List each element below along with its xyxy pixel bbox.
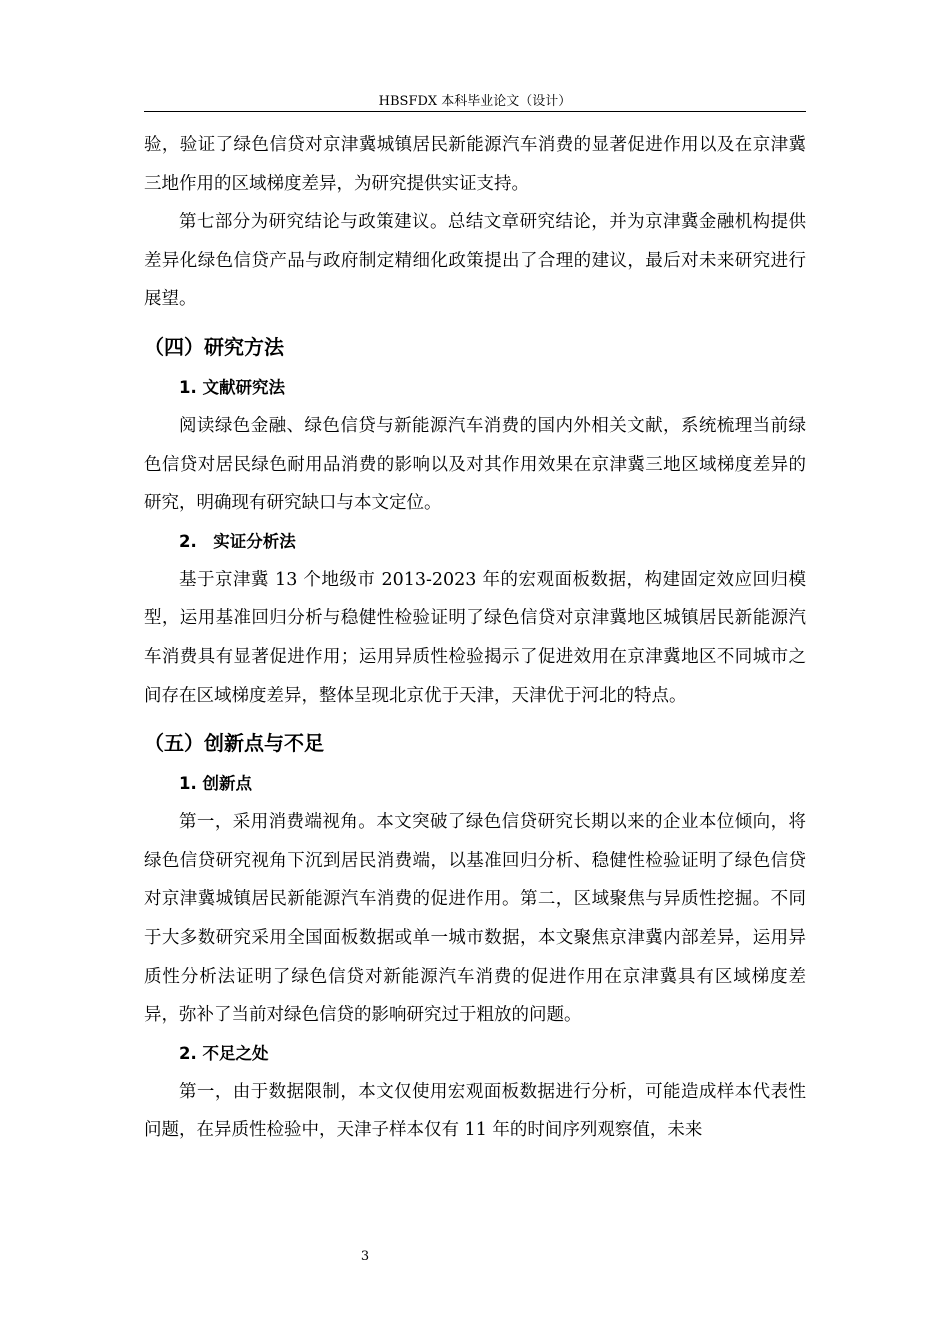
paragraph-shortcomings: 第一，由于数据限制，本文仅使用宏观面板数据进行分析，可能造成样本代表性问题，在异质性检验中，天津子样本仅有 11 年的时间序列观察值，未来 xyxy=(144,1081,806,1141)
subheading-empirical-method: 2. 实证分析法 xyxy=(179,531,296,551)
paragraph-part-seven: 第七部分为研究结论与政策建议。总结文章研究结论，并为京津冀金融机构提供差异化绿色信贷产品与政府制定精细化政策提出了合理的建议，最后对未来研究进行展望。 xyxy=(144,212,806,310)
subheading-literature-method: 1. 文献研究法 xyxy=(179,377,285,397)
paragraph-innovation-points: 第一，采用消费端视角。本文突破了绿色信贷研究长期以来的企业本位倾向，将绿色信贷研究视角下沉到居民消费端，以基准回归分析、稳健性检验证明了绿色信贷对京津冀城镇居民新能源汽车消费的促进作用。第二，区域聚焦与异质性挖掘。不同于大多数研究采用全国面板数据或单一城市数据，本文聚焦京津冀内部差异，运用异质性分析法证明了绿色信贷对新能源汽车消费的促进作用在京津冀具有区域梯度差异，弥补了当前对绿色信贷的影响研究过于粗放的问题。 xyxy=(144,812,806,1026)
document-body xyxy=(144,126,806,1150)
page-header: HBSFDX 本科毕业论文（设计） xyxy=(378,94,572,109)
subheading-shortcomings: 2. 不足之处 xyxy=(179,1043,269,1063)
paragraph-literature-method: 阅读绿色金融、绿色信贷与新能源汽车消费的国内外相关文献，系统梳理当前绿色信贷对居民绿色耐用品消费的影响以及对其作用效果在京津冀三地区域梯度差异的研究，明确现有研究缺口与本文定位。 xyxy=(144,415,806,514)
paragraph-intro-continued: 验，验证了绿色信贷对京津冀城镇居民新能源汽车消费的显著促进作用以及在京津冀三地作用的区域梯度差异，为研究提供实证支持。 xyxy=(144,135,806,194)
subheading-innovation-points: 1. 创新点 xyxy=(179,774,252,794)
section-heading-methods: （四）研究方法 xyxy=(144,334,284,359)
header-rule xyxy=(144,111,806,112)
page-number: 3 xyxy=(360,1249,370,1264)
paragraph-empirical-method: 基于京津冀 13 个地级市 2013-2023 年的宏观面板数据，构建固定效应回归模型，运用基准回归分析与稳健性检验证明了绿色信贷对京津冀地区城镇居民新能源汽车消费具有显著促进作用；运用异质性检验揭示了促进效用在京津冀地区不同城市之间存在区域梯度差异，整体呈现北京优于天津，天津优于河北的特点。 xyxy=(144,569,806,706)
section-heading-innovation: （五）创新点与不足 xyxy=(144,731,324,756)
